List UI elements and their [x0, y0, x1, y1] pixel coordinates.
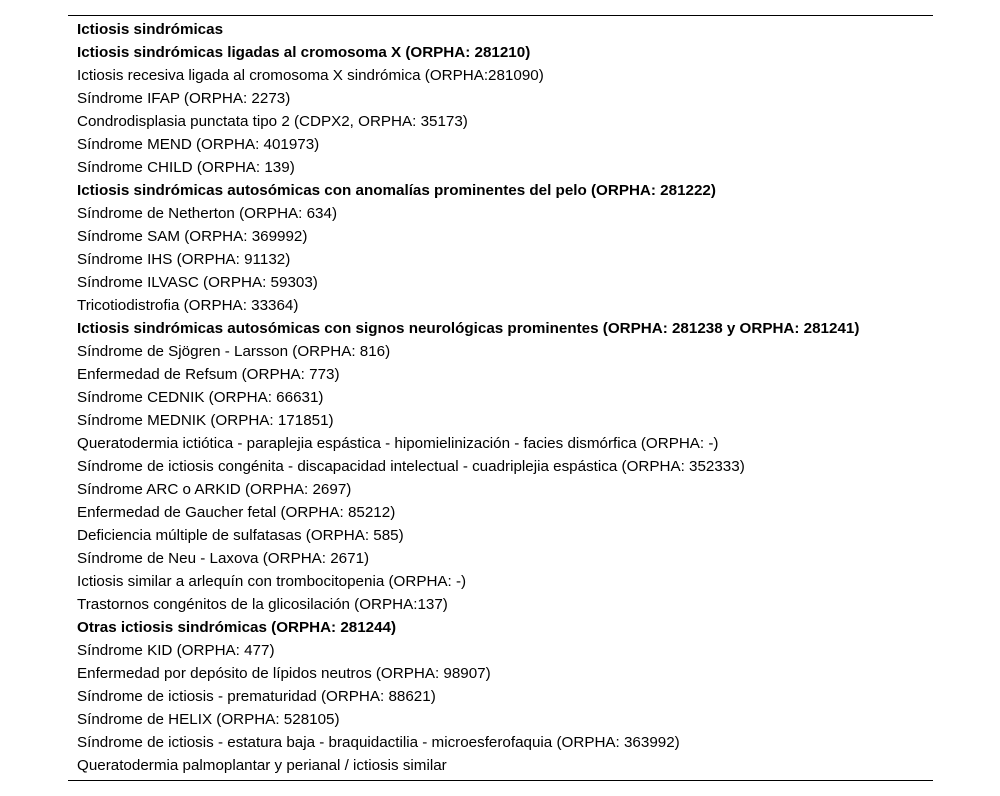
- table-row: Síndrome de ictiosis - prematuridad (ORPHA: 88621): [77, 688, 436, 705]
- group-heading-other: Otras ictiosis sindrómicas (ORPHA: 281244): [77, 619, 397, 636]
- table-row: Síndrome CEDNIK (ORPHA: 66631): [77, 389, 324, 406]
- table-row: Enfermedad de Gaucher fetal (ORPHA: 85212): [77, 504, 396, 521]
- group-heading-x-linked: Ictiosis sindrómicas ligadas al cromosoma X (ORPHA: 281210): [77, 44, 531, 61]
- group-heading-neurological: Ictiosis sindrómicas autosómicas con signos neurológicas prominentes (ORPHA: 281238 y ORPHA: 281241): [77, 320, 860, 337]
- table-row: Síndrome de HELIX (ORPHA: 528105): [77, 711, 340, 728]
- table-row: Síndrome CHILD (ORPHA: 139): [77, 159, 295, 176]
- table-row: Deficiencia múltiple de sulfatasas (ORPHA: 585): [77, 527, 404, 544]
- table-row: Síndrome de Netherton (ORPHA: 634): [77, 205, 337, 222]
- table-row: Síndrome de ictiosis - estatura baja - braquidactilia - microesferofaquia (ORPHA: 363992): [77, 734, 680, 751]
- table-row: Síndrome ARC o ARKID (ORPHA: 2697): [77, 481, 352, 498]
- table-row: Síndrome de Sjögren - Larsson (ORPHA: 816): [77, 343, 391, 360]
- table-row: Condrodisplasia punctata tipo 2 (CDPX2, ORPHA: 35173): [77, 113, 468, 130]
- table-row: Tricotiodistrofia (ORPHA: 33364): [77, 297, 299, 314]
- table-row: Enfermedad por depósito de lípidos neutros (ORPHA: 98907): [77, 665, 491, 682]
- table-row: Enfermedad de Refsum (ORPHA: 773): [77, 366, 340, 383]
- table-row: Trastornos congénitos de la glicosilación (ORPHA:137): [77, 596, 448, 613]
- classification-table: [68, 15, 933, 781]
- table-row: Ictiosis similar a arlequín con trombocitopenia (ORPHA: -): [77, 573, 467, 590]
- table-row: Síndrome MEND (ORPHA: 401973): [77, 136, 320, 153]
- table-row: Síndrome de ictiosis congénita - discapacidad intelectual - cuadriplejia espástica (ORPHA: 352333): [77, 458, 745, 475]
- table-row: Síndrome IHS (ORPHA: 91132): [77, 251, 291, 268]
- table-row: Síndrome KID (ORPHA: 477): [77, 642, 275, 659]
- table-row: Síndrome de Neu - Laxova (ORPHA: 2671): [77, 550, 370, 567]
- table-row: Síndrome IFAP (ORPHA: 2273): [77, 90, 291, 107]
- table-row: Síndrome SAM (ORPHA: 369992): [77, 228, 308, 245]
- table-heading: Ictiosis sindrómicas: [77, 21, 224, 38]
- table-row: Síndrome MEDNIK (ORPHA: 171851): [77, 412, 334, 429]
- table-row: Queratodermia ictiótica - paraplejia espástica - hipomielinización - facies dismórfica (ORPHA: -): [77, 435, 719, 452]
- table-row: Síndrome ILVASC (ORPHA: 59303): [77, 274, 318, 291]
- table-row: Ictiosis recesiva ligada al cromosoma X sindrómica (ORPHA:281090): [77, 67, 544, 84]
- group-heading-hair-anomalies: Ictiosis sindrómicas autosómicas con anomalías prominentes del pelo (ORPHA: 281222): [77, 182, 716, 199]
- table-row: Queratodermia palmoplantar y perianal / ictiosis similar: [77, 757, 447, 774]
